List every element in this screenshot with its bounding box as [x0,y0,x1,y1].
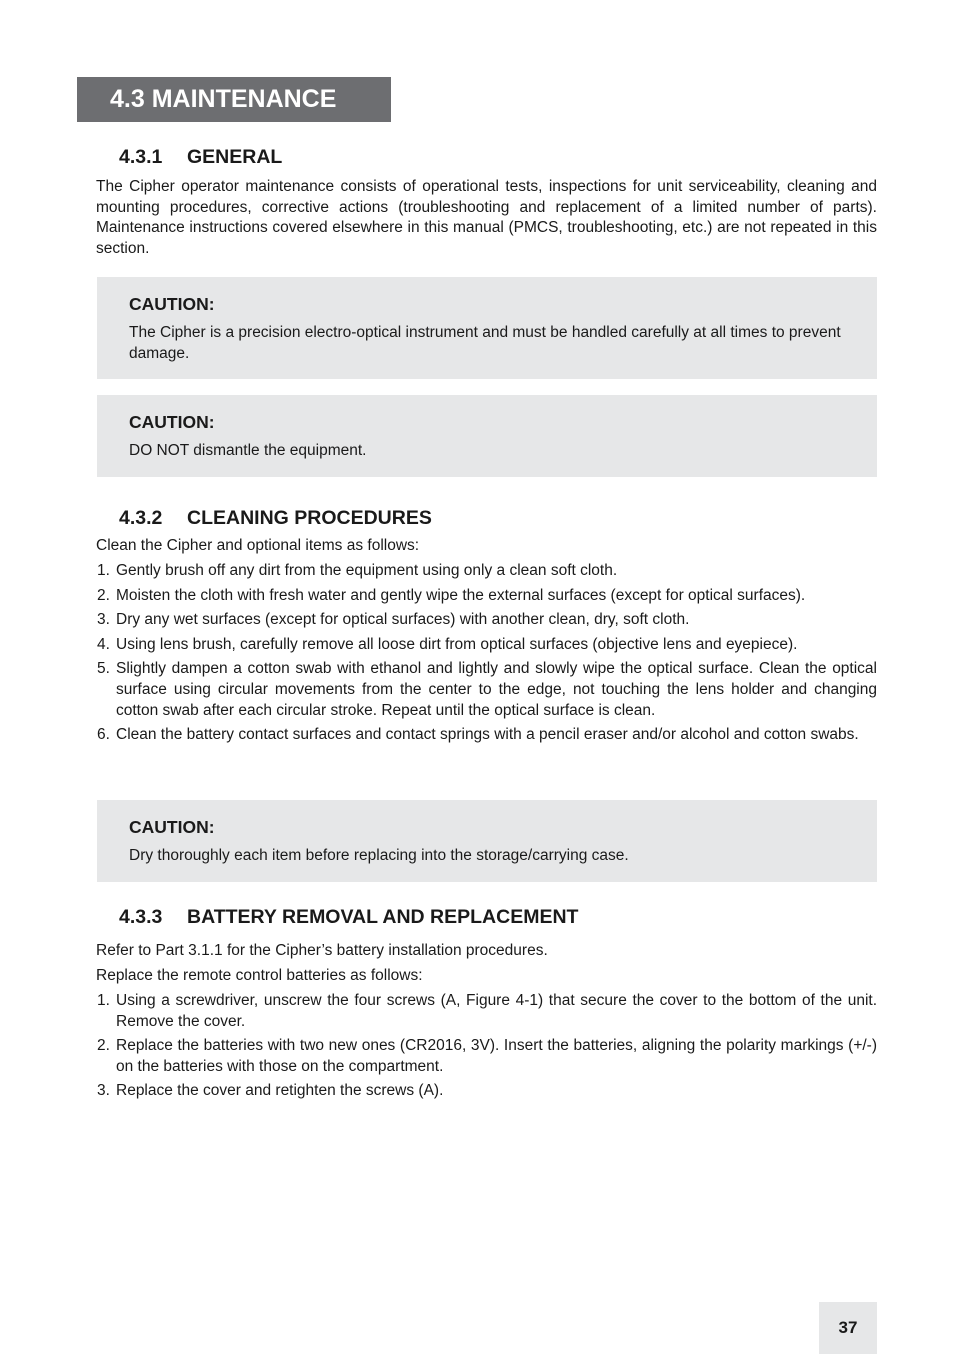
caution-text: DO NOT dismantle the equipment. [129,442,367,459]
subsection-title: CLEANING PROCEDURES [187,507,432,529]
list-item-number: 2. [97,1037,110,1055]
section-title: 4.3 MAINTENANCE [77,77,391,122]
subsection-title: GENERAL [187,146,283,168]
battery-steps-list [96,991,877,1106]
caution-title: CAUTION: [129,294,215,314]
list-item [96,610,877,631]
subsection-heading-general [119,146,282,169]
subsection-number: 4.3.1 [119,146,163,168]
caution-box [97,395,877,477]
list-item [96,1036,877,1077]
page-number: 37 [819,1302,877,1354]
caution-box [97,277,877,379]
cleaning-intro: Clean the Cipher and optional items as follows: [96,537,420,554]
list-item [96,659,877,721]
list-item [96,725,877,746]
list-item-text: Clean the battery contact surfaces and contact springs with a pencil eraser and/or alcohol and cotton swabs. [116,726,859,744]
list-item-text: Replace the cover and retighten the screws (A). [116,1082,444,1100]
caution-text: The Cipher is a precision electro-optical instrument and must be handled carefully at all times to prevent damage. [129,324,841,362]
general-paragraph: The Cipher operator maintenance consists of operational tests, inspections for unit serviceability, cleaning and mounting procedures, corrective actions (troubleshooting and replacement of a limited number of parts). Maintenance instructions covered elsewhere in this manual (PMCS, troubleshooting, etc.) are not repeated in this section. [96,178,877,257]
list-item-number: 4. [97,635,110,653]
caution-text: Dry thoroughly each item before replacing into the storage/carrying case. [129,847,629,864]
list-item-number: 3. [97,1082,110,1100]
list-item-text: Slightly dampen a cotton swab with ethanol and lightly and slowly wipe the optical surface. Clean the optical surface using circular movements from the center to the edge, not touching the lens holder and changing cotton swab after each circular stroke. Repeat until the optical surface is clean. [116,660,877,719]
list-item [96,635,877,656]
list-item-number: 1. [97,562,110,579]
list-item-number: 6. [97,726,110,744]
list-item-text: Moisten the cloth with fresh water and gently wipe the external surfaces (except for optical surfaces). [116,586,806,604]
list-item-number: 3. [97,611,110,629]
list-item-text: Using a screwdriver, unscrew the four screws (A, Figure 4-1) that secure the cover to the bottom of the unit. Remove the cover. [116,992,877,1030]
battery-intro: Replace the remote control batteries as follows: [96,967,423,984]
list-item-number: 2. [97,586,110,604]
list-item-text: Replace the batteries with two new ones (CR2016, 3V). Insert the batteries, aligning the polarity markings (+/-) on the batteries with those on the compartment. [116,1037,877,1075]
list-item [96,1081,877,1102]
caution-title: CAUTION: [129,412,215,432]
list-item-number: 5. [97,660,110,678]
battery-reference: Refer to Part 3.1.1 for the Cipher’s battery installation procedures. [96,942,548,959]
caution-box [97,800,877,882]
subsection-number: 4.3.3 [119,906,163,928]
caution-title: CAUTION: [129,817,215,837]
list-item [96,561,877,582]
subsection-heading-battery [119,906,578,929]
list-item-text: Using lens brush, carefully remove all loose dirt from optical surfaces (objective lens and eyepiece). [116,635,798,653]
list-item-text: Gently brush off any dirt from the equipment using only a clean soft cloth. [116,562,618,579]
cleaning-steps-list [96,561,877,750]
list-item-text: Dry any wet surfaces (except for optical surfaces) with another clean, dry, soft cloth. [116,611,690,629]
subsection-number: 4.3.2 [119,507,163,529]
subsection-title: BATTERY REMOVAL AND REPLACEMENT [187,906,579,928]
list-item [96,991,877,1032]
list-item-number: 1. [97,992,110,1009]
list-item [96,586,877,607]
subsection-heading-cleaning [119,507,432,530]
